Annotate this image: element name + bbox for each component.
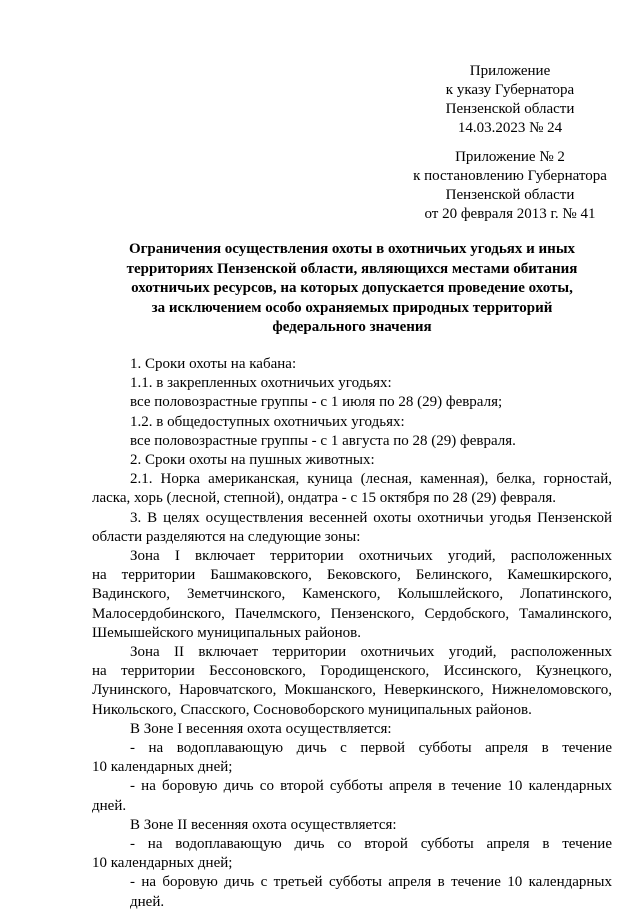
appendix-1-line: к указу Губернатора [445, 82, 575, 98]
document-body [92, 355, 612, 912]
appendix-1-line: Пензенской области [445, 101, 575, 117]
appendix-2-line: к постановлению Губернатора [413, 168, 607, 184]
body-line: все половозрастные группы - с 1 августа по 28 (29) февраля. [130, 432, 516, 449]
body-line: Вадинского, Земетчинского, Каменского, Колышлейского, Лопатинского, [92, 586, 612, 603]
appendix-1-line: Приложение [469, 63, 551, 79]
title-line: Ограничения осуществления охоты в охотничьих угодьях и иных [128, 241, 576, 257]
body-line: Лунинского, Наровчатского, Мокшанского, Неверкинского, Нижнеломовского, [92, 682, 612, 699]
document-title [92, 240, 612, 338]
body-line: 1.1. в закрепленных охотничьих угодьях: [130, 375, 392, 392]
body-line: - на водоплавающую дичь с первой субботы апреля в течение [130, 740, 612, 757]
body-line: Зона II включает территории охотничьих угодий, расположенных [130, 644, 612, 661]
body-line: на территории Башмаковского, Бековского, Белинского, Камешкирского, [92, 567, 612, 584]
body-line: на территории Бессоновского, Городищенского, Иссинского, Кузнецкого, [92, 663, 612, 680]
body-line: - на водоплавающую дичь со второй субботы апреля в течение [130, 836, 612, 853]
appendix-2-line: Приложение № 2 [455, 149, 565, 165]
appendix-2-line: от 20 февраля 2013 г. № 41 [424, 206, 596, 222]
title-line: территориях Пензенской области, являющихся местами обитания [126, 260, 578, 277]
title-line: федерального значения [272, 319, 432, 335]
body-line: 2.1. Норка американская, куница (лесная, каменная), белка, горностай, [130, 471, 612, 488]
body-line: Зона I включает территории охотничьих угодий, расположенных [130, 548, 612, 565]
body-line: В Зоне II весенняя охота осуществляется: [130, 816, 397, 833]
body-line: все половозрастные группы - с 1 июля по 28 (29) февраля; [130, 394, 503, 411]
body-line: 3. В целях осуществления весенней охоты охотничьи угодья Пензенской [130, 509, 612, 526]
body-line: области разделяются на следующие зоны: [92, 528, 361, 545]
appendix-1-line: 14.03.2023 № 24 [457, 120, 563, 136]
appendix-resolution [380, 148, 640, 224]
body-line: Малосердобинского, Пачелмского, Пензенского, Сердобского, Тамалинского, [92, 605, 612, 622]
body-line: 1.2. в общедоступных охотничьих угодьях: [130, 413, 405, 430]
body-line: Шемышейского муниципальных районов. [92, 624, 361, 641]
body-line: 1. Сроки охоты на кабана: [130, 356, 297, 372]
body-line: дней. [92, 797, 127, 814]
body-line: - на боровую дичь со второй субботы апреля в течение 10 календарных [130, 778, 612, 795]
body-line: В Зоне I весенняя охота осуществляется: [130, 720, 392, 737]
body-line: 10 календарных дней; [92, 855, 233, 872]
appendix-2-line: Пензенской области [445, 187, 575, 203]
body-line: Никольского, Спасского, Сосновоборского муниципальных районов. [92, 701, 532, 718]
title-line: охотничьих ресурсов, на которых допускается проведение охоты, [131, 280, 573, 296]
body-line: ласка, хорь (лесной, степной), ондатра - с 15 октября по 28 (29) февраля. [92, 490, 556, 507]
body-line: 2. Сроки охоты на пушных животных: [130, 452, 375, 469]
title-line: за исключением особо охраняемых природных территорий [151, 299, 553, 316]
appendix-governor-decree [380, 62, 640, 138]
body-line: - на боровую дичь с третьей субботы апреля в течение 10 календарных дней. [130, 874, 612, 910]
body-line: 10 календарных дней; [92, 759, 233, 776]
